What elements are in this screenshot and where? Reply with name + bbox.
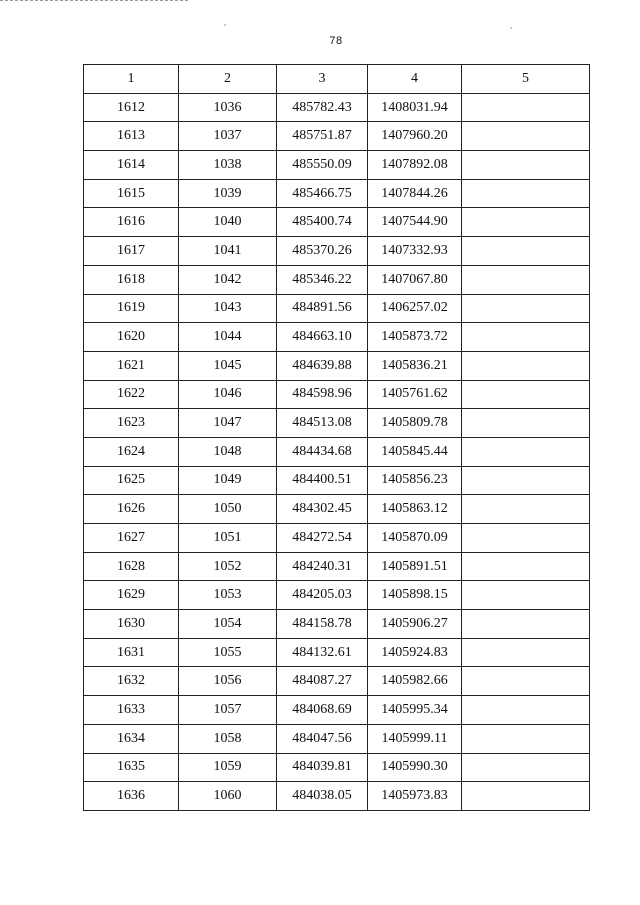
table-row: [84, 638, 590, 667]
table-cell-col-4: 1405845.44: [368, 437, 462, 466]
table-row: [84, 351, 590, 380]
table-cell-col-4: 1405898.15: [368, 581, 462, 610]
table-cell-col-4: 1405995.34: [368, 696, 462, 725]
table-cell-col-3: 484047.56: [277, 724, 368, 753]
table-row: [84, 524, 590, 553]
table-cell-col-4: 1407844.26: [368, 179, 462, 208]
table-cell-col-3: 485370.26: [277, 237, 368, 266]
table-cell-col-3: 485782.43: [277, 93, 368, 122]
table-row: [84, 265, 590, 294]
table-cell-col-3: 484400.51: [277, 466, 368, 495]
scan-top-rule: [0, 0, 188, 3]
table-cell-col-2: 1041: [179, 237, 277, 266]
table-cell-col-3: 485400.74: [277, 208, 368, 237]
table-body: [84, 93, 590, 810]
table-cell-col-1: 1623: [84, 409, 179, 438]
header-col-5: 5: [462, 65, 590, 94]
table-cell-col-2: 1038: [179, 151, 277, 180]
table-cell-col-5: [462, 552, 590, 581]
table-cell-col-5: [462, 753, 590, 782]
table-cell-col-1: 1631: [84, 638, 179, 667]
table-cell-col-2: 1055: [179, 638, 277, 667]
table-row: [84, 753, 590, 782]
table-cell-col-4: 1405836.21: [368, 351, 462, 380]
table-row: [84, 696, 590, 725]
table-cell-col-5: [462, 122, 590, 151]
table-cell-col-4: 1405891.51: [368, 552, 462, 581]
table-cell-col-2: 1054: [179, 610, 277, 639]
table-cell-col-1: 1635: [84, 753, 179, 782]
table-cell-col-3: 485466.75: [277, 179, 368, 208]
table-row: [84, 122, 590, 151]
table-cell-col-2: 1049: [179, 466, 277, 495]
table-cell-col-1: 1613: [84, 122, 179, 151]
table-cell-col-3: 484132.61: [277, 638, 368, 667]
table-cell-col-1: 1628: [84, 552, 179, 581]
table-cell-col-2: 1048: [179, 437, 277, 466]
table-cell-col-3: 484891.56: [277, 294, 368, 323]
table-cell-col-5: [462, 466, 590, 495]
table-cell-col-2: 1042: [179, 265, 277, 294]
table-cell-col-4: 1407960.20: [368, 122, 462, 151]
header-col-3: 3: [277, 65, 368, 94]
table-cell-col-3: 484598.96: [277, 380, 368, 409]
table-row: [84, 323, 590, 352]
table-cell-col-1: 1614: [84, 151, 179, 180]
table-cell-col-4: 1407067.80: [368, 265, 462, 294]
table-cell-col-3: 484068.69: [277, 696, 368, 725]
table-cell-col-4: 1407544.90: [368, 208, 462, 237]
table-cell-col-4: 1405982.66: [368, 667, 462, 696]
table-cell-col-1: 1616: [84, 208, 179, 237]
table-cell-col-4: 1405809.78: [368, 409, 462, 438]
table-cell-col-5: [462, 724, 590, 753]
table-cell-col-2: 1045: [179, 351, 277, 380]
table-cell-col-5: [462, 294, 590, 323]
table-cell-col-2: 1044: [179, 323, 277, 352]
table-row: [84, 724, 590, 753]
table-cell-col-4: 1405863.12: [368, 495, 462, 524]
scan-speck: [510, 27, 512, 29]
table-cell-col-2: 1036: [179, 93, 277, 122]
table-cell-col-1: 1621: [84, 351, 179, 380]
table-cell-col-3: 484639.88: [277, 351, 368, 380]
table-cell-col-1: 1626: [84, 495, 179, 524]
table-cell-col-1: 1618: [84, 265, 179, 294]
table-cell-col-1: 1633: [84, 696, 179, 725]
table-cell-col-4: 1405761.62: [368, 380, 462, 409]
table-cell-col-4: 1405999.11: [368, 724, 462, 753]
table-row: [84, 495, 590, 524]
table-cell-col-1: 1619: [84, 294, 179, 323]
table-cell-col-2: 1053: [179, 581, 277, 610]
table-cell-col-1: 1629: [84, 581, 179, 610]
table-cell-col-2: 1043: [179, 294, 277, 323]
table-cell-col-5: [462, 151, 590, 180]
table-cell-col-3: 485346.22: [277, 265, 368, 294]
table-row: [84, 237, 590, 266]
table-cell-col-4: 1405856.23: [368, 466, 462, 495]
table-cell-col-2: 1039: [179, 179, 277, 208]
scan-speck: [224, 24, 226, 26]
table-cell-col-5: [462, 667, 590, 696]
table-row: [84, 610, 590, 639]
table-cell-col-4: 1406257.02: [368, 294, 462, 323]
table-cell-col-4: 1405973.83: [368, 782, 462, 811]
table-cell-col-5: [462, 265, 590, 294]
table-cell-col-3: 485550.09: [277, 151, 368, 180]
table-cell-col-4: 1405870.09: [368, 524, 462, 553]
table-cell-col-3: 484039.81: [277, 753, 368, 782]
table-row: [84, 208, 590, 237]
table-cell-col-4: 1407892.08: [368, 151, 462, 180]
table-row: [84, 380, 590, 409]
table-row: [84, 581, 590, 610]
table-row: [84, 782, 590, 811]
table-cell-col-2: 1037: [179, 122, 277, 151]
table-cell-col-5: [462, 208, 590, 237]
table-header-row: [84, 65, 590, 94]
table-row: [84, 93, 590, 122]
table-cell-col-5: [462, 323, 590, 352]
table-cell-col-5: [462, 581, 590, 610]
table-cell-col-4: 1405906.27: [368, 610, 462, 639]
table-cell-col-3: 484663.10: [277, 323, 368, 352]
table-cell-col-5: [462, 610, 590, 639]
table-row: [84, 151, 590, 180]
table-cell-col-2: 1047: [179, 409, 277, 438]
coordinates-table: [83, 64, 590, 811]
table-cell-col-3: 484240.31: [277, 552, 368, 581]
table-cell-col-4: 1407332.93: [368, 237, 462, 266]
table-row: [84, 179, 590, 208]
table-cell-col-1: 1617: [84, 237, 179, 266]
table-cell-col-3: 484272.54: [277, 524, 368, 553]
table-row: [84, 552, 590, 581]
table-cell-col-1: 1625: [84, 466, 179, 495]
table-cell-col-5: [462, 351, 590, 380]
table-cell-col-3: 484302.45: [277, 495, 368, 524]
table-cell-col-1: 1612: [84, 93, 179, 122]
table-row: [84, 409, 590, 438]
table-cell-col-5: [462, 380, 590, 409]
table-cell-col-4: 1405990.30: [368, 753, 462, 782]
table-cell-col-1: 1622: [84, 380, 179, 409]
table-cell-col-5: [462, 179, 590, 208]
table-cell-col-5: [462, 93, 590, 122]
table-cell-col-4: 1405873.72: [368, 323, 462, 352]
table-cell-col-5: [462, 638, 590, 667]
table-cell-col-3: 484205.03: [277, 581, 368, 610]
table-cell-col-2: 1059: [179, 753, 277, 782]
table-cell-col-2: 1056: [179, 667, 277, 696]
table-cell-col-3: 484434.68: [277, 437, 368, 466]
table-cell-col-5: [462, 696, 590, 725]
header-col-2: 2: [179, 65, 277, 94]
table-cell-col-5: [462, 237, 590, 266]
table-cell-col-2: 1052: [179, 552, 277, 581]
table-cell-col-2: 1057: [179, 696, 277, 725]
table-cell-col-2: 1050: [179, 495, 277, 524]
table-cell-col-4: 1405924.83: [368, 638, 462, 667]
table-cell-col-2: 1051: [179, 524, 277, 553]
table-cell-col-5: [462, 524, 590, 553]
table-row: [84, 437, 590, 466]
table-cell-col-3: 484038.05: [277, 782, 368, 811]
table-row: [84, 294, 590, 323]
table-cell-col-1: 1634: [84, 724, 179, 753]
table-cell-col-3: 485751.87: [277, 122, 368, 151]
header-col-1: 1: [84, 65, 179, 94]
table-cell-col-1: 1615: [84, 179, 179, 208]
table-cell-col-3: 484513.08: [277, 409, 368, 438]
table-cell-col-5: [462, 437, 590, 466]
table-cell-col-2: 1060: [179, 782, 277, 811]
table-cell-col-1: 1630: [84, 610, 179, 639]
table-cell-col-5: [462, 782, 590, 811]
table-cell-col-3: 484087.27: [277, 667, 368, 696]
table-cell-col-1: 1632: [84, 667, 179, 696]
table-cell-col-1: 1636: [84, 782, 179, 811]
table-cell-col-2: 1058: [179, 724, 277, 753]
table-cell-col-2: 1046: [179, 380, 277, 409]
table-cell-col-4: 1408031.94: [368, 93, 462, 122]
table-row: [84, 667, 590, 696]
table-cell-col-1: 1620: [84, 323, 179, 352]
header-col-4: 4: [368, 65, 462, 94]
table-cell-col-1: 1624: [84, 437, 179, 466]
table-cell-col-1: 1627: [84, 524, 179, 553]
table-cell-col-5: [462, 495, 590, 524]
table-cell-col-2: 1040: [179, 208, 277, 237]
table-cell-col-5: [462, 409, 590, 438]
page-number: 78: [329, 35, 343, 47]
table-cell-col-3: 484158.78: [277, 610, 368, 639]
table-row: [84, 466, 590, 495]
